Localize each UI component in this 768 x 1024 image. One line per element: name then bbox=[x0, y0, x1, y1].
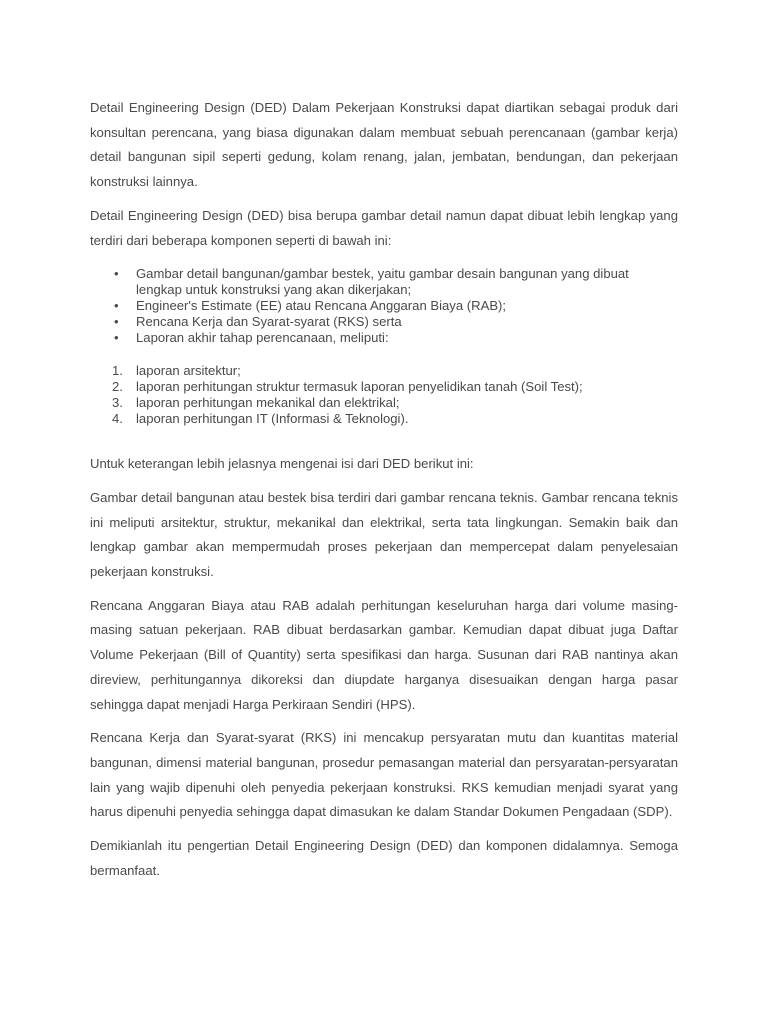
list-item bbox=[90, 363, 678, 379]
document-page bbox=[90, 96, 678, 883]
list-item-text: laporan perhitungan IT (Informasi & Teknologi). bbox=[136, 411, 409, 427]
list-item bbox=[90, 298, 678, 314]
list-item bbox=[90, 395, 678, 411]
body-paragraph-rks: Rencana Kerja dan Syarat-syarat (RKS) ini mencakup persyaratan mutu dan kuantitas material bangunan, dimensi material bangunan, prosedur pemasangan material dan persyaratan-persyaratan lain yang wajib dipenuhi oleh penyedia pekerjaan konstruksi. RKS kemudian menjadi syarat yang harus dipenuhi penyedia sehingga dapat dimasukan ke dalam Standar Dokumen Pengadaan (SDP). bbox=[90, 730, 678, 820]
list-item bbox=[90, 314, 678, 330]
report-numbered-list bbox=[90, 363, 678, 427]
component-bullet-list bbox=[90, 266, 678, 346]
list-item-text: Rencana Kerja dan Syarat-syarat (RKS) serta bbox=[136, 314, 402, 330]
list-item-text: Gambar detail bangunan/gambar bestek, yaitu gambar desain bangunan yang dibuat lengkap untuk konstruksi yang akan dikerjakan; bbox=[136, 266, 629, 298]
list-item bbox=[90, 330, 678, 346]
body-paragraph-gambar: Gambar detail bangunan atau bestek bisa terdiri dari gambar rencana teknis. Gambar rencana teknis ini meliputi arsitektur, struktur, mekanikal dan elektrikal, serta tata lingkungan. Semakin baik dan lengkap gambar akan mempermudah proses pekerjaan dan mempercepat dalam penyelesaian pekerjaan konstruksi. bbox=[90, 489, 678, 580]
list-item bbox=[90, 379, 678, 395]
bullet-icon: • bbox=[114, 314, 119, 330]
bullet-icon: • bbox=[114, 266, 119, 282]
list-number: 1. bbox=[112, 363, 123, 379]
body-paragraph-closing: Demikianlah itu pengertian Detail Engineering Design (DED) dan komponen didalamnya. Semoga bermanfaat. bbox=[90, 838, 678, 878]
list-item-text: Laporan akhir tahap perencanaan, meliputi: bbox=[136, 330, 389, 346]
list-item-text: laporan perhitungan mekanikal dan elektrikal; bbox=[136, 395, 400, 411]
intro-paragraph-1: Detail Engineering Design (DED) Dalam Pekerjaan Konstruksi dapat diartikan sebagai produk dari konsultan perencana, yang biasa digunakan dalam membuat sebuah perencanaan (gambar kerja) detail bangunan sipil seperti gedung, kolam renang, jalan, jembatan, bendungan, dan pekerjaan konstruksi lainnya. bbox=[90, 100, 678, 190]
list-item bbox=[90, 266, 678, 298]
intro-paragraph-2: Detail Engineering Design (DED) bisa berupa gambar detail namun dapat dibuat lebih lengkap yang terdiri dari beberapa komponen seperti di bawah ini: bbox=[90, 207, 678, 248]
body-paragraph-intro: Untuk keterangan lebih jelasnya mengenai isi dari DED berikut ini: bbox=[90, 456, 474, 472]
list-number: 2. bbox=[112, 379, 123, 395]
list-number: 4. bbox=[112, 411, 123, 427]
list-item-text: Engineer's Estimate (EE) atau Rencana Anggaran Biaya (RAB); bbox=[136, 298, 507, 314]
list-item bbox=[90, 411, 678, 427]
bullet-icon: • bbox=[114, 330, 119, 346]
list-item-text: laporan perhitungan struktur termasuk laporan penyelidikan tanah (Soil Test); bbox=[136, 379, 583, 395]
list-item-text: laporan arsitektur; bbox=[136, 363, 241, 379]
bullet-icon: • bbox=[114, 298, 119, 314]
body-paragraph-rab: Rencana Anggaran Biaya atau RAB adalah perhitungan keseluruhan harga dari volume masing-masing satuan pekerjaan. RAB dibuat berdasarkan gambar. Kemudian dapat dibuat juga Daftar Volume Pekerjaan (Bill of Quantity) serta spesifikasi dan harga. Susunan dari RAB nantinya akan direview, perhitungannya dikoreksi dan diupdate harganya disesuaikan dengan harga pasar sehingga dapat menjadi Harga Perkiraan Sendiri (HPS). bbox=[90, 597, 678, 712]
list-number: 3. bbox=[112, 395, 123, 411]
